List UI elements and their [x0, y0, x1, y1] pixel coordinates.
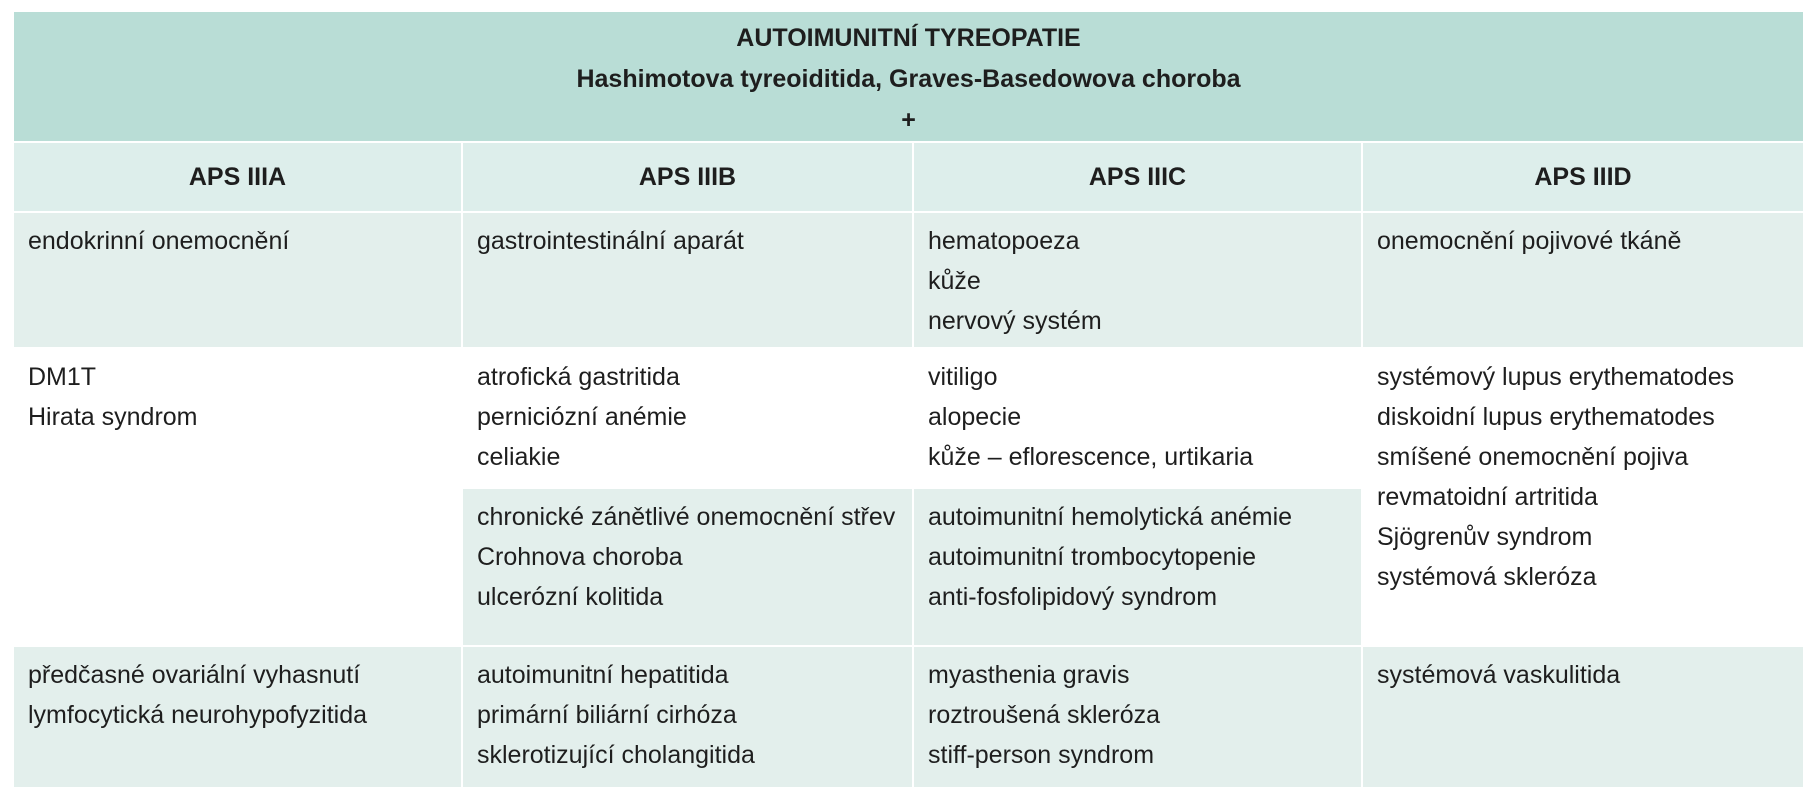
list-item: DM1T [28, 363, 97, 391]
system-cell-d [1362, 212, 1803, 348]
list-item: nervový systém [928, 307, 1102, 335]
table-title: AUTOIMUNITNÍ TYREOPATIE [736, 24, 1081, 52]
list-item: sklerotizující cholangitida [477, 741, 755, 769]
list-item: roztroušená skleróza [928, 701, 1161, 729]
disease-cell-b1-top [462, 348, 913, 488]
banner-row [13, 11, 1803, 142]
column-header-aps-iiib: APS IIIB [462, 142, 913, 212]
disease-cell-a2 [13, 646, 462, 788]
list-item: alopecie [928, 403, 1022, 431]
list-item: ulcerózní kolitida [477, 583, 664, 611]
list-item: Sjögrenův syndrom [1377, 523, 1593, 551]
list-item: onemocnění pojivové tkáně [1377, 227, 1682, 255]
system-cell-c [913, 212, 1362, 348]
list-item: diskoidní lupus erythematodes [1377, 403, 1715, 431]
list-item: myasthenia gravis [928, 661, 1130, 689]
table-subtitle: Hashimotova tyreoiditida, Graves-Basedowova choroba [576, 65, 1241, 93]
list-item: vitiligo [928, 363, 998, 391]
column-header-aps-iiia: APS IIIA [13, 142, 462, 212]
banner-cell [13, 11, 1803, 142]
list-item: chronické zánětlivé onemocnění střev [477, 503, 896, 531]
header-row [13, 142, 1803, 212]
list-item: kůže – eflorescence, urtikaria [928, 443, 1254, 471]
disease-cell-c1-top [913, 348, 1362, 488]
list-item: perniciózní anémie [477, 403, 687, 431]
aps-table [12, 10, 1803, 789]
list-item: systémová skleróza [1377, 563, 1597, 591]
disease-cell-b1-bottom [462, 488, 913, 646]
list-item: revmatoidní artritida [1377, 483, 1598, 511]
list-item: kůže [928, 267, 981, 295]
list-item: anti-fosfolipidový syndrom [928, 583, 1218, 611]
list-item: předčasné ovariální vyhasnutí [28, 661, 361, 689]
system-cell-b [462, 212, 913, 348]
disease-cell-c2 [913, 646, 1362, 788]
list-item: stiff-person syndrom [928, 741, 1155, 769]
list-item: autoimunitní hemolytická anémie [928, 503, 1293, 531]
column-header-aps-iiid: APS IIID [1362, 142, 1803, 212]
list-item: atrofická gastritida [477, 363, 680, 391]
column-header-aps-iiic: APS IIIC [913, 142, 1362, 212]
disease-cell-a1 [13, 348, 462, 646]
list-item: autoimunitní trombocytopenie [928, 543, 1256, 571]
disease-cell-b2 [462, 646, 913, 788]
list-item: Crohnova choroba [477, 543, 683, 571]
list-item: Hirata syndrom [28, 403, 198, 431]
list-item: primární biliární cirhóza [477, 701, 737, 729]
list-item: gastrointestinální aparát [477, 227, 744, 255]
list-item: hematopoeza [928, 227, 1080, 255]
list-item: autoimunitní hepatitida [477, 661, 729, 689]
system-row [13, 212, 1803, 348]
list-item: endokrinní onemocnění [28, 227, 290, 255]
list-item: lymfocytická neurohypofyzitida [28, 701, 368, 729]
plus-sign: + [901, 106, 916, 134]
list-item: systémový lupus erythematodes [1377, 363, 1735, 391]
disease-row-1a [13, 348, 1803, 488]
list-item: smíšené onemocnění pojiva [1377, 443, 1689, 471]
system-cell-a [13, 212, 462, 348]
list-item: celiakie [477, 443, 561, 471]
list-item: systémová vaskulitida [1377, 661, 1621, 689]
disease-cell-d1 [1362, 348, 1803, 646]
disease-cell-d2 [1362, 646, 1803, 788]
disease-row-2 [13, 646, 1803, 788]
disease-cell-c1-bottom [913, 488, 1362, 646]
